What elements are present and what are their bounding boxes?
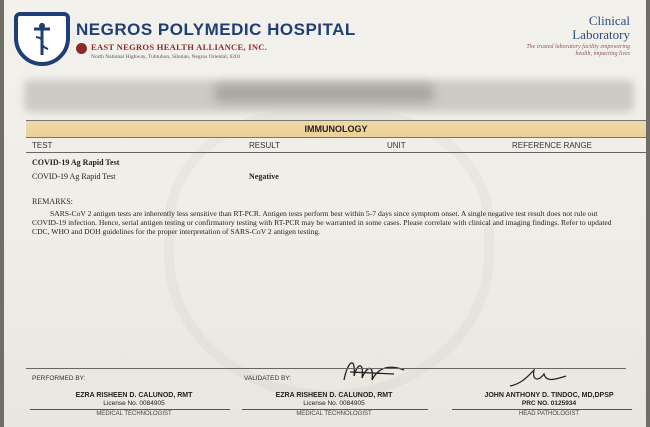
hospital-name: NEGROS POLYMEDIC HOSPITAL (76, 20, 356, 39)
performer-name: EZRA RISHEEN D. CALUNOD, RMT (75, 392, 193, 399)
performer-license: License No. 0084905 (103, 400, 165, 407)
lab-title-line-2: Laboratory (572, 27, 630, 42)
pathologist-sign-line (452, 409, 632, 410)
validator-license: License No. 0084905 (303, 400, 365, 407)
pathologist-license: PRC NO. 0125934 (521, 400, 577, 407)
validator-sign-line (242, 409, 428, 410)
watermark-emblem (164, 110, 494, 400)
alliance-name: EAST NEGROS HEALTH ALLIANCE, INC. (91, 42, 268, 52)
table-row (32, 172, 116, 181)
footer-divider (26, 368, 626, 369)
remarks-text: SARS-CoV 2 antigen tests are inherently less sensitive than RT-PCR. Antigen tests perform best within 5-7 days since symptom onset. A single negative test result does not rule out COVID-19 infection. Hence, serial antigen testing or confirmatory testing with RT-PCR may be warranted in some cases. Please correlate with clinical and imaging findings. Refer to updated CDC, WHO and DOH guidelines for the proper interpretation of SARS-CoV 2 antigen testing. (32, 209, 612, 236)
validator-signature-icon (334, 350, 414, 388)
validator-title: MEDICAL TECHNOLOGIST (296, 411, 372, 417)
remarks-label: REMARKS: (32, 197, 73, 206)
table-row (32, 158, 119, 167)
lab-title-line-1: Clinical (588, 13, 630, 28)
validator-block (244, 392, 424, 408)
column-header-result: RESULT (249, 141, 280, 150)
performed-by-label: PERFORMED BY: (32, 375, 86, 382)
redacted-patient-name (214, 84, 434, 102)
pathologist-signature-icon (504, 366, 574, 392)
section-title: IMMUNOLOGY (26, 120, 646, 138)
row-test: COVID-19 Ag Rapid Test (32, 158, 120, 167)
column-header-reference: REFERENCE RANGE (512, 141, 593, 150)
performer-sign-line (30, 409, 230, 410)
row-result: Negative (249, 172, 279, 181)
pathologist-name: JOHN ANTHONY D. TINDOC, MD,DPSP (484, 392, 614, 399)
row-test: COVID-19 Ag Rapid Test (32, 172, 116, 181)
pathologist-title: HEAD PATHOLOGIST (518, 411, 580, 417)
validated-by-label: VALIDATED BY: (244, 375, 292, 382)
alliance-logo-icon (76, 43, 87, 54)
hospital-address: North National Highway, Tubtubon, Sibulan, Negros Oriental, 6201 (91, 54, 241, 60)
column-header-test: TEST (32, 141, 53, 150)
column-header-unit: UNIT (387, 141, 406, 150)
lab-report-sheet (4, 0, 646, 427)
report-header (4, 0, 646, 80)
hospital-logo-icon (14, 12, 70, 66)
pathologist-block (454, 392, 644, 408)
header-divider (26, 152, 646, 153)
validator-name: EZRA RISHEEN D. CALUNOD, RMT (275, 392, 393, 399)
performer-title: MEDICAL TECHNOLOGIST (96, 411, 172, 417)
performer-block (44, 392, 224, 408)
lab-tagline: The trusted laboratory facility empowering health, impacting lives (526, 44, 630, 57)
lab-title (572, 14, 630, 42)
